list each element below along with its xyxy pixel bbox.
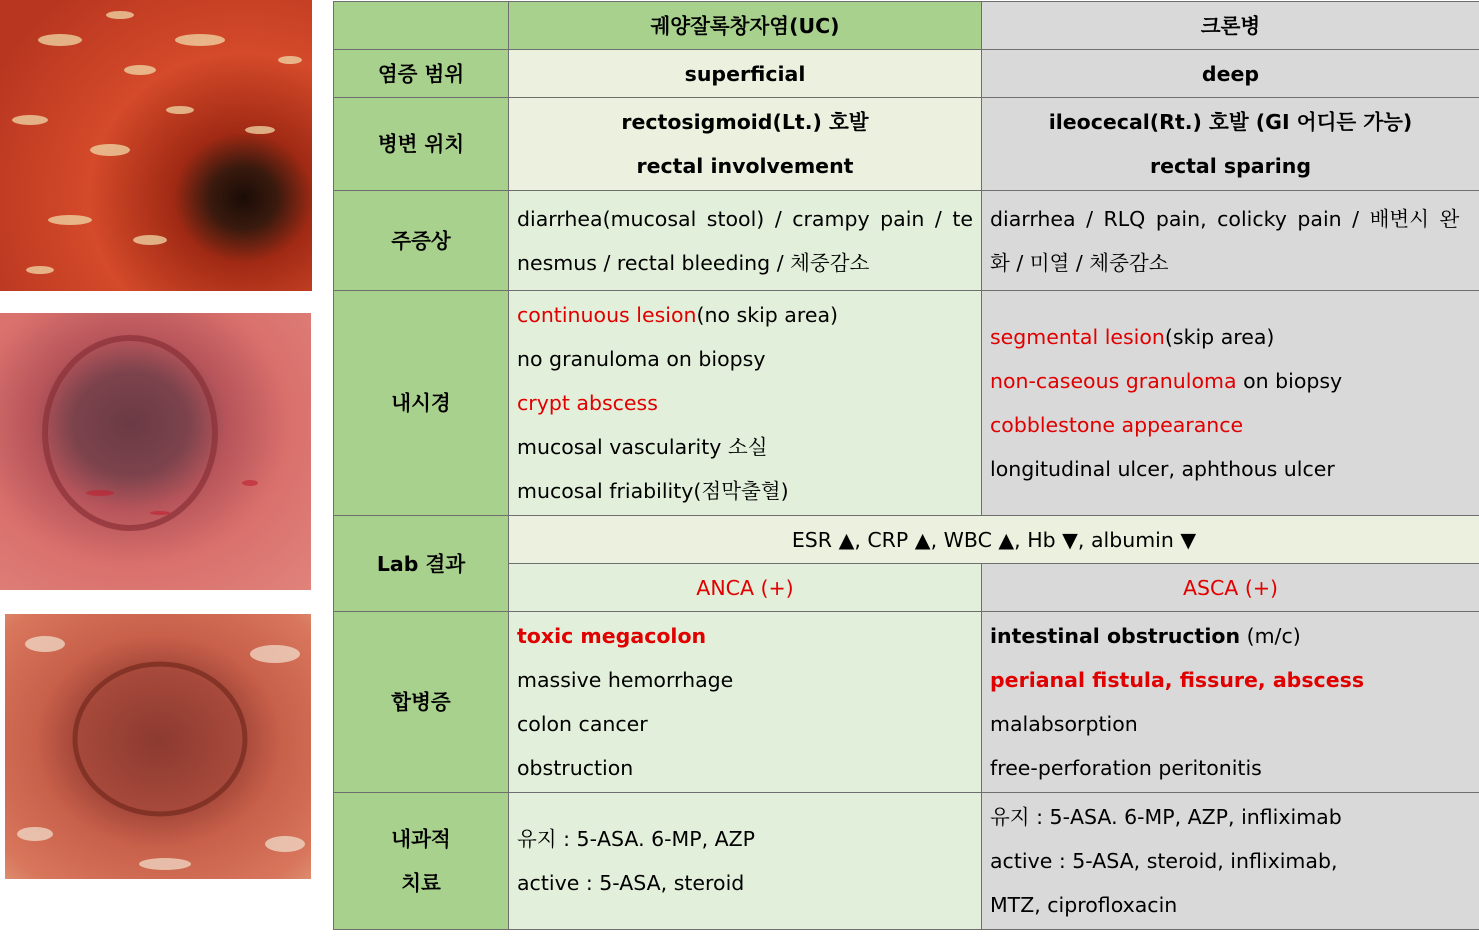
- row-label-location: 병변 위치: [334, 98, 509, 191]
- crohn-location-line: ileocecal(Rt.) 호발 (GI 어디든 가능): [1048, 110, 1413, 134]
- crohn-endoscopy-line: cobblestone appearance: [990, 413, 1244, 437]
- header-row: [334, 2, 1479, 50]
- uc-complications: [509, 612, 982, 793]
- uc-complication-line: obstruction: [517, 756, 634, 780]
- uc-symptoms-line: diarrhea(mucosal stool) / crampy pain / te: [517, 206, 973, 231]
- crohn-location-line: rectal sparing: [1149, 154, 1312, 178]
- uc-symptoms-line: nesmus / rectal bleeding / 체중감소: [517, 250, 870, 275]
- uc-endoscopy-line: crypt abscess: [517, 391, 658, 415]
- plain-text: (skip area): [1164, 325, 1275, 349]
- comparison-table: [333, 1, 1479, 930]
- crohn-complication-line: [990, 614, 1471, 658]
- row-label-treatment-line: 내과적: [391, 827, 451, 851]
- highlight-text: segmental lesion: [990, 325, 1165, 349]
- crohn-symptoms-line: diarrhea / RLQ pain, colicky pain / 배변시 완: [990, 206, 1460, 231]
- highlight-text: continuous lesion: [517, 303, 697, 327]
- row-lab-common: [334, 516, 1479, 564]
- crohn-treatment-line: MTZ, ciprofloxacin: [990, 893, 1178, 917]
- uc-treatment-line: active : 5-ASA, steroid: [517, 871, 745, 895]
- row-label-lab: Lab 결과: [334, 516, 509, 612]
- uc-inflammation: superficial: [509, 50, 982, 98]
- uc-location: [509, 98, 982, 191]
- crohn-complication-line: free-perforation peritonitis: [990, 756, 1262, 780]
- uc-treatment: [509, 793, 982, 930]
- plain-text: (m/c): [1240, 624, 1301, 648]
- crohn-lab: ASCA (+): [982, 564, 1479, 612]
- crohn-endoscopy: [982, 291, 1479, 516]
- row-label-treatment-line: 치료: [401, 871, 441, 895]
- uc-endoscopy-line: [517, 293, 973, 337]
- crohn-complication-line: malabsorption: [990, 712, 1138, 736]
- plain-text: on biopsy: [1236, 369, 1343, 393]
- row-endoscopy: [334, 291, 1479, 516]
- uc-symptoms: [509, 191, 982, 291]
- crohn-inflammation: deep: [982, 50, 1479, 98]
- row-label-symptoms: 주증상: [334, 191, 509, 291]
- crohn-endoscopy-line: longitudinal ulcer, aphthous ulcer: [990, 457, 1335, 481]
- uc-complication-line: colon cancer: [517, 712, 648, 736]
- row-treatment: [334, 793, 1479, 930]
- row-label-inflammation: 염증 범위: [334, 50, 509, 98]
- crohn-symptoms-line: 화 / 미열 / 체중감소: [990, 250, 1169, 275]
- highlight-text: non-caseous granuloma: [990, 369, 1237, 393]
- endoscopy-image-3: [5, 614, 311, 879]
- row-location: [334, 98, 1479, 191]
- row-complications: [334, 612, 1479, 793]
- endoscopy-image-1: [0, 0, 312, 291]
- uc-treatment-line: 유지 : 5-ASA. 6-MP, AZP: [517, 827, 756, 851]
- plain-text: (no skip area): [696, 303, 839, 327]
- uc-location-line: rectosigmoid(Lt.) 호발: [621, 110, 869, 134]
- row-label-treatment: [334, 793, 509, 930]
- row-symptoms: [334, 191, 1479, 291]
- uc-location-line: rectal involvement: [636, 154, 854, 178]
- crohn-treatment: [982, 793, 1479, 930]
- uc-endoscopy: [509, 291, 982, 516]
- row-label-endoscopy: 내시경: [334, 291, 509, 516]
- uc-complication-line: toxic megacolon: [517, 624, 707, 648]
- crohn-treatment-line: 유지 : 5-ASA. 6-MP, AZP, infliximab: [990, 805, 1342, 829]
- header-corner: [334, 2, 509, 50]
- header-uc: 궤양잘록창자염(UC): [509, 2, 982, 50]
- uc-endoscopy-line: mucosal friability(점막출혈): [517, 479, 789, 503]
- row-label-complications: 합병증: [334, 612, 509, 793]
- header-crohn: 크론병: [982, 2, 1479, 50]
- bold-text: intestinal obstruction: [990, 624, 1241, 648]
- crohn-symptoms: [982, 191, 1479, 291]
- crohn-endoscopy-line: [990, 359, 1471, 403]
- crohn-complication-line: perianal fistula, fissure, abscess: [990, 668, 1365, 692]
- uc-complication-line: massive hemorrhage: [517, 668, 734, 692]
- uc-endoscopy-line: mucosal vascularity 소실: [517, 435, 768, 459]
- crohn-treatment-line: active : 5-ASA, steroid, infliximab,: [990, 849, 1338, 873]
- endoscopy-image-2: [0, 313, 311, 590]
- crohn-endoscopy-line: [990, 315, 1471, 359]
- crohn-complications: [982, 612, 1479, 793]
- uc-endoscopy-line: no granuloma on biopsy: [517, 347, 766, 371]
- uc-lab: ANCA (+): [509, 564, 982, 612]
- crohn-location: [982, 98, 1479, 191]
- row-inflammation: [334, 50, 1479, 98]
- lab-common: ESR ▲, CRP ▲, WBC ▲, Hb ▼, albumin ▼: [509, 516, 1479, 564]
